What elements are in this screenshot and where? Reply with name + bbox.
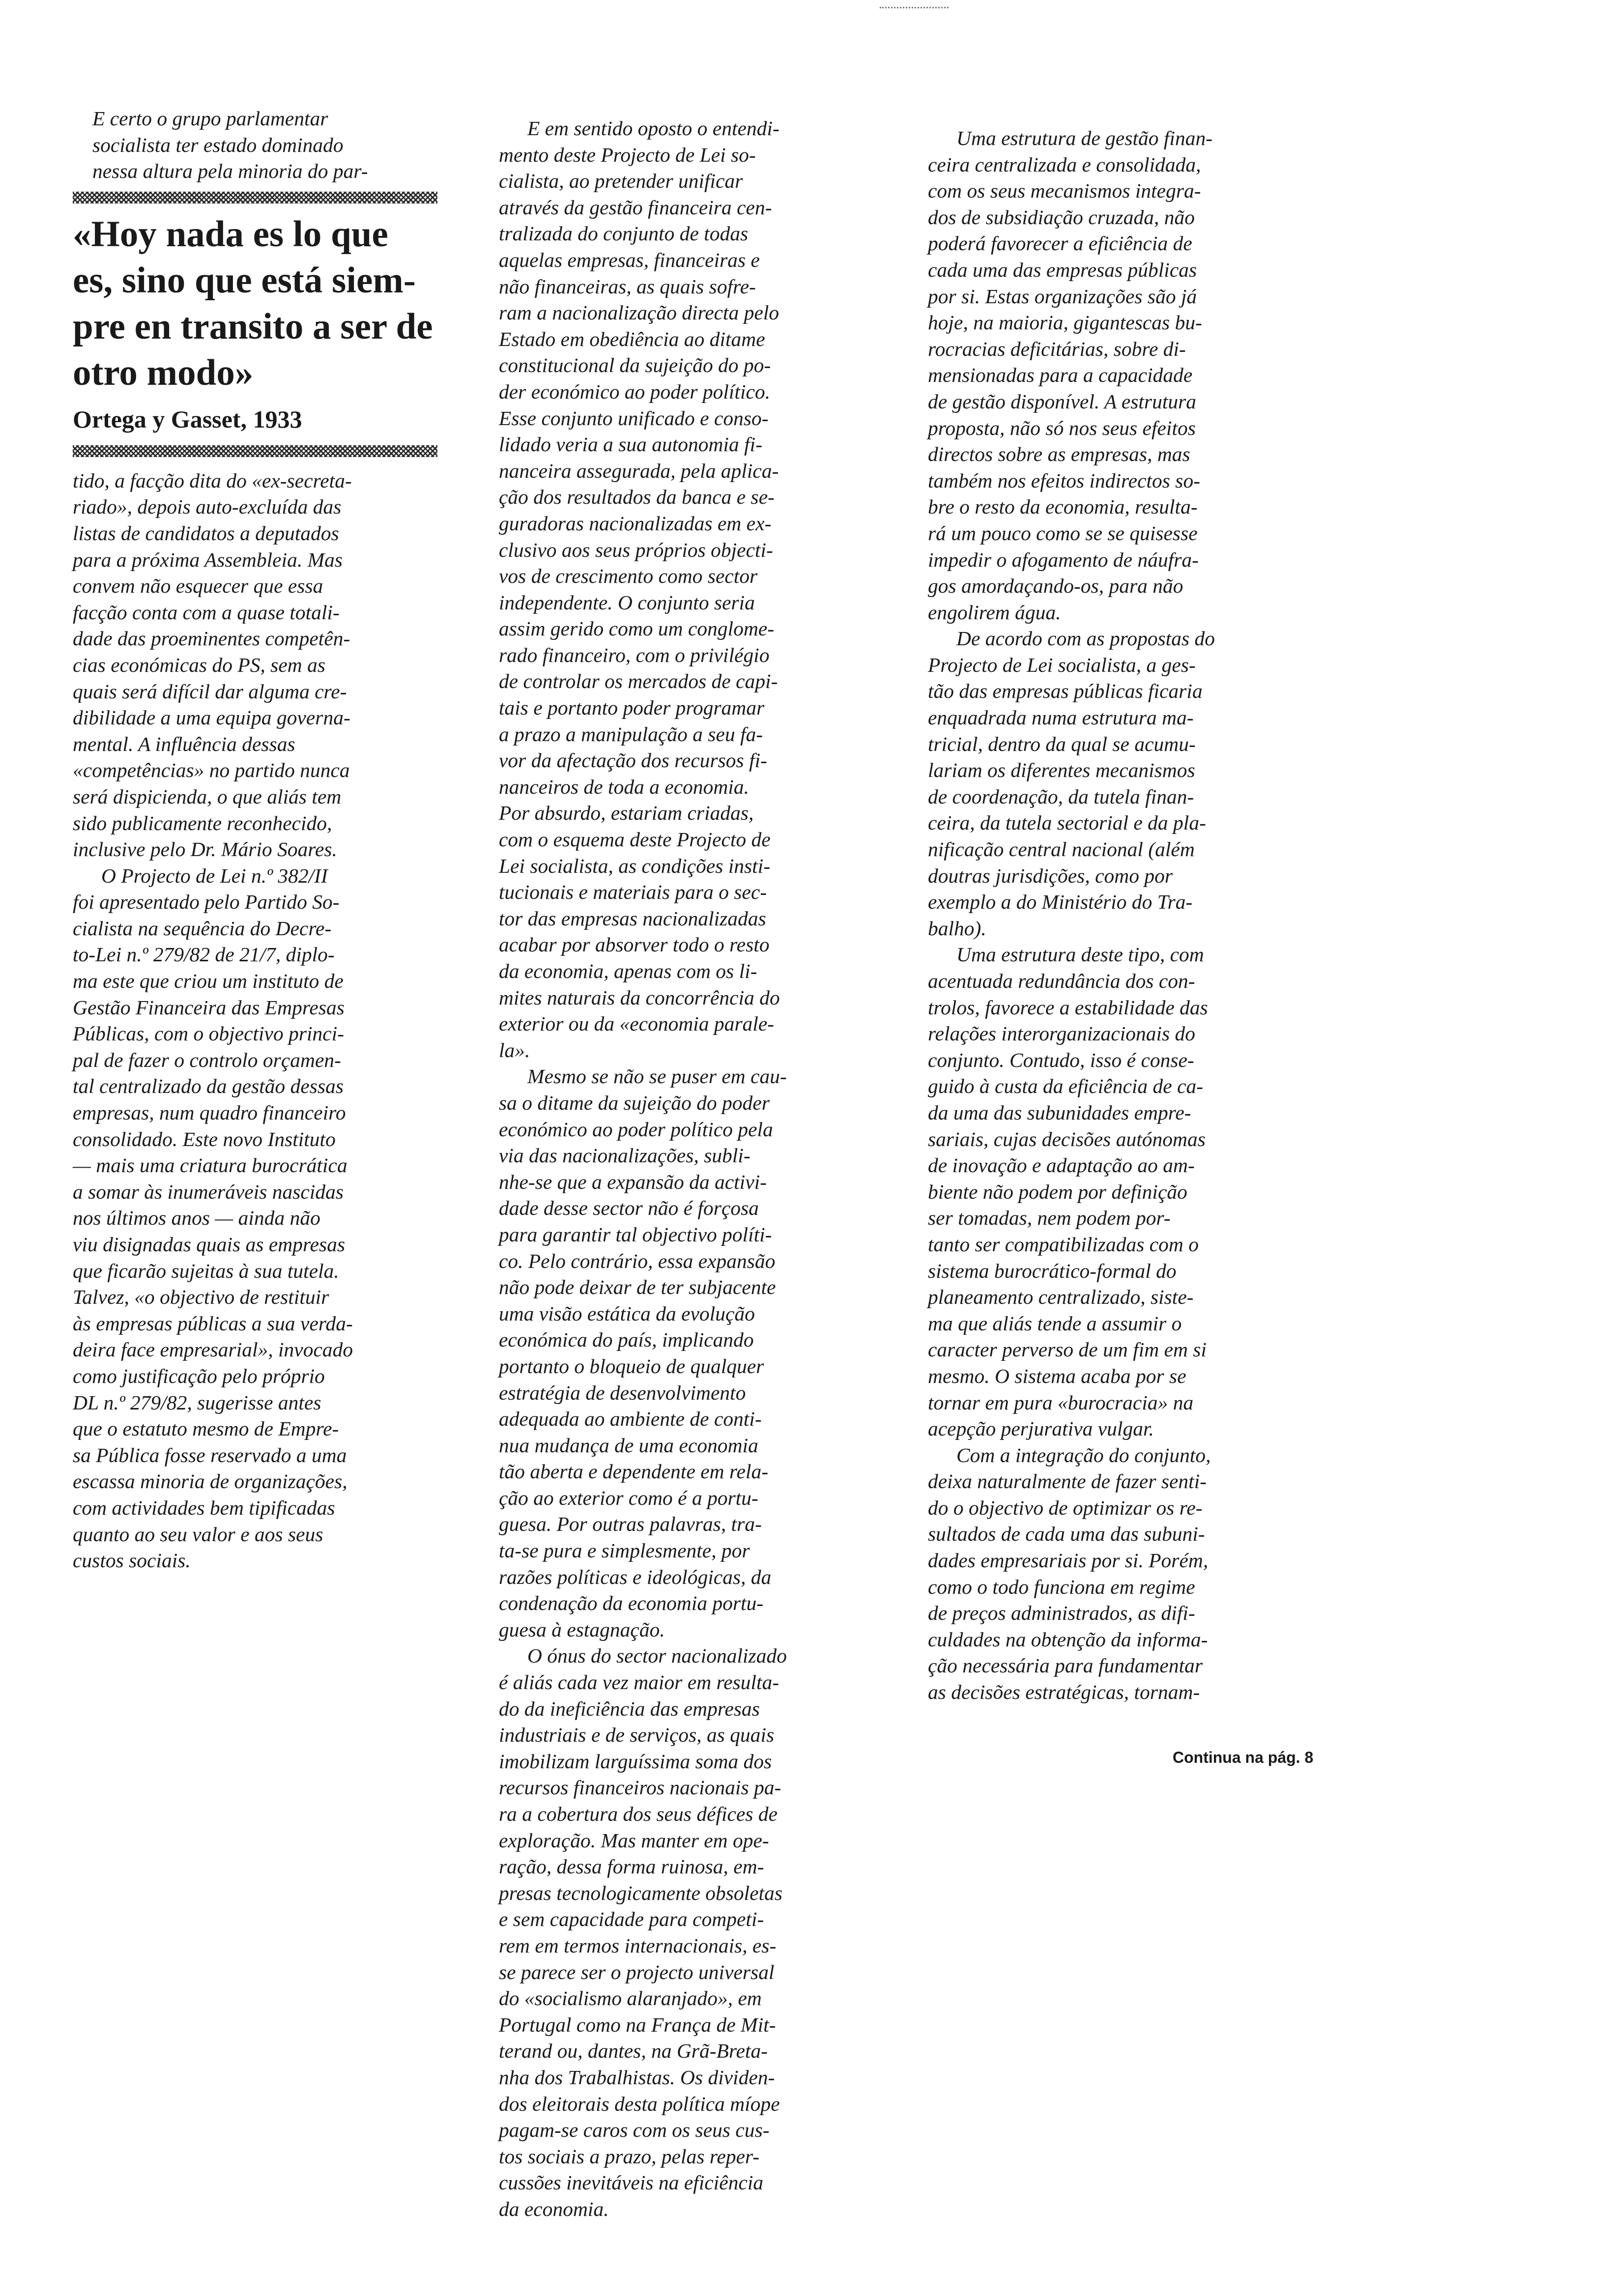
intro-paragraph: E certo o grupo parlamentar socialista ter estado dominado nessa altura pela minoria do par- (92, 107, 368, 183)
top-scan-mark (880, 7, 949, 10)
article-paragraph: Uma estrutura deste tipo, com acentuada redundância dos con- trolos, favorece a estabilidade das relações interorganizacionais do conjunto. Contudo, isso é conse- guido à custa da eficiência de ca- da uma das subunidades empre- sariais, cujas decisões autónomas de inovação e adaptação ao am- biente não podem por definição ser tomadas, nem podem por- tanto ser compatibilizadas com o sistema burocrático-formal do planeamento centralizado, siste- ma que aliás tende a assumir o caracter perverso de um fim em si mesmo. O sistema acaba por se tornar em pura «burocracia» na acepção perjurativa vulgar. (928, 943, 1208, 1440)
article-paragraph: De acordo com as propostas do Projecto de Lei socialista, a ges- tão das empresas públicas ficaria enquadrada numa estrutura ma- tricial, dentro da qual se acumu- lariam os diferentes mecanismos de coordenação, da tutela finan- ceira, da tutela sectorial e da pla- nificação central nacional (além doutras jurisdições, como por exemplo a do Ministério do Tra- balho). (928, 627, 1215, 940)
article-paragraph: O Projecto de Lei n.º 382/II foi apresentado pelo Partido So- cialista na sequência do Decre- to-Lei n.º 279/82 de 21/7, diplo- ma este que criou um instituto de Gestão Financeira das Empresas Públicas, com o objectivo princi- pal de fazer o controlo orçamen- tal centralizado da gestão dessas empresas, num quadro financeiro consolidado. Este novo Instituto — mais uma criatura burocrática a somar às inumeráveis nascidas nos últimos anos — ainda não viu disignadas quais as empresas que ficarão sujeitas à sua tutela. Talvez, «o objectivo de restituir às empresas públicas a sua verda- deira face empresarial», invocado como justificação pelo próprio DL n.º 279/82, sugerisse antes que o estatuto mesmo de Empre- sa Pública fosse reservado a uma escassa minoria de organizações, com actividades bem tipificadas quanto ao seu valor e aos seus custos sociais. (73, 864, 353, 1572)
pull-quote-bottom-rule (73, 445, 437, 457)
continued-on-page-note: Continua na pág. 8 (1173, 1749, 1314, 1766)
pull-quote-text: «Hoy nada es lo que es, sino que está siem- pre en transito a ser de otro modo» (73, 213, 433, 393)
article-paragraph: E em sentido oposto o entendi- mento deste Projecto de Lei so- cialista, ao pretender unificar através da gestão financeira cen- tralizada do conjunto de todas aquelas empresas, financeiras e não financeiras, as quais sofre- ram a nacionalização directa pelo Estado em obediência ao ditame constitucional da sujeição do po- der económico ao poder político. Esse conjunto unificado e conso- lidado veria a sua autonomia fi- nanceira assegurada, pela aplica- ção dos resultados da banca e se- guradoras nacionalizadas em ex- clusivo aos seus próprios objecti- vos de crescimento como sector independente. O conjunto seria assim gerido como um conglome- rado financeiro, com o privilégio de controlar os mercados de capi- tais e portanto poder programar a prazo a manipulação a seu fa- vor da afectação dos recursos fi- nanceiros de toda a economia. Por absurdo, estariam criadas, com o esquema deste Projecto de Lei socialista, as condições insti- tucionais e materiais para o sec- tor das empresas nacionalizadas acabar por absorver todo o resto da economia, apenas com os li- mites naturais da concorrência do exterior ou da «economia parale- la». (499, 117, 780, 1062)
article-paragraph: O ónus do sector nacionalizado é aliás cada vez maior em resulta- do da ineficiência das empresas industriais e de serviços, as quais imobilizam larguíssima soma dos recursos financeiros nacionais pa- ra a cobertura dos seus défices de exploração. Mas manter em ope- ração, dessa forma ruinosa, em- presas tecnologicamente obsoletas e sem capacidade para competi- rem em termos internacionais, es- se parece ser o projecto universal do «socialismo alaranjado», em Portugal como na França de Mit- terand ou, dantes, na Grã-Breta- nha dos Trabalhistas. Os dividen- dos eleitorais desta política míope pagam-se caros com os seus cus- tos sociais a prazo, pelas reper- cussões inevitáveis na eficiência da economia. (499, 1644, 787, 2220)
article-paragraph: Mesmo se não se puser em cau- sa o ditame da sujeição do poder económico ao poder político pela via das nacionalizações, subli- nhe-se que a expansão da activi- dade desse sector não é forçosa para garantir tal objectivo políti- co. Pelo contrário, essa expansão não pode deixar de ter subjacente uma visão estática da evolução económica do país, implicando portanto o bloqueio de qualquer estratégia de desenvolvimento adequada ao ambiente de conti- nua mudança de uma economia tão aberta e dependente em rela- ção ao exterior como é a portu- guesa. Por outras palavras, tra- ta-se pura e simplesmente, por razões políticas e ideológicas, da condenação da economia portu- guesa à estagnação. (499, 1065, 787, 1641)
pull-quote-author: Ortega y Gasset, 1933 (73, 405, 302, 433)
pull-quote (73, 211, 437, 436)
article-paragraph: tido, a facção dita do «ex-secreta- riado», depois auto-excluída das listas de candidatos a deputados para a próxima Assembleia. Mas convem não esquecer que essa facção conta com a quase totali- dade das proeminentes competên- cias económicas do PS, sem as quais será difícil dar alguma cre- dibilidade a uma equipa governa- mental. A influência dessas «competências» no partido nunca será dispicienda, o que aliás tem sido publicamente reconhecido, inclusive pelo Dr. Mário Soares. (73, 469, 352, 861)
article-paragraph: Uma estrutura de gestão finan- ceira centralizada e consolidada, com os seus mecanismos integra- dos de subsidiação cruzada, não poderá favorecer a eficiência de cada uma das empresas públicas por si. Estas organizações são já hoje, na maioria, gigantescas bu- rocracias deficitárias, sobre di- mensionadas para a capacidade de gestão disponível. A estrutura proposta, não só nos seus efeitos directos sobre as empresas, mas também nos efeitos indirectos so- bre o resto da economia, resulta- rá um pouco como se se quisesse impedir o afogamento de náufra- gos amordaçando-os, para não engolirem água. (928, 127, 1213, 624)
column-1 (73, 106, 437, 1574)
column-2 (499, 115, 887, 2223)
article-paragraph: Com a integração do conjunto, deixa naturalmente de fazer senti- do o objectivo de optimizar os re- sultados de cada uma das subuni- dades empresariais por si. Porém, como o todo funciona em regime de preços administrados, as difi- culdades na obtenção da informa- ção necessária para fundamentar as decisões estratégicas, tornam- (928, 1443, 1211, 1704)
column-3 (928, 125, 1311, 1706)
pull-quote-top-rule (73, 192, 437, 203)
